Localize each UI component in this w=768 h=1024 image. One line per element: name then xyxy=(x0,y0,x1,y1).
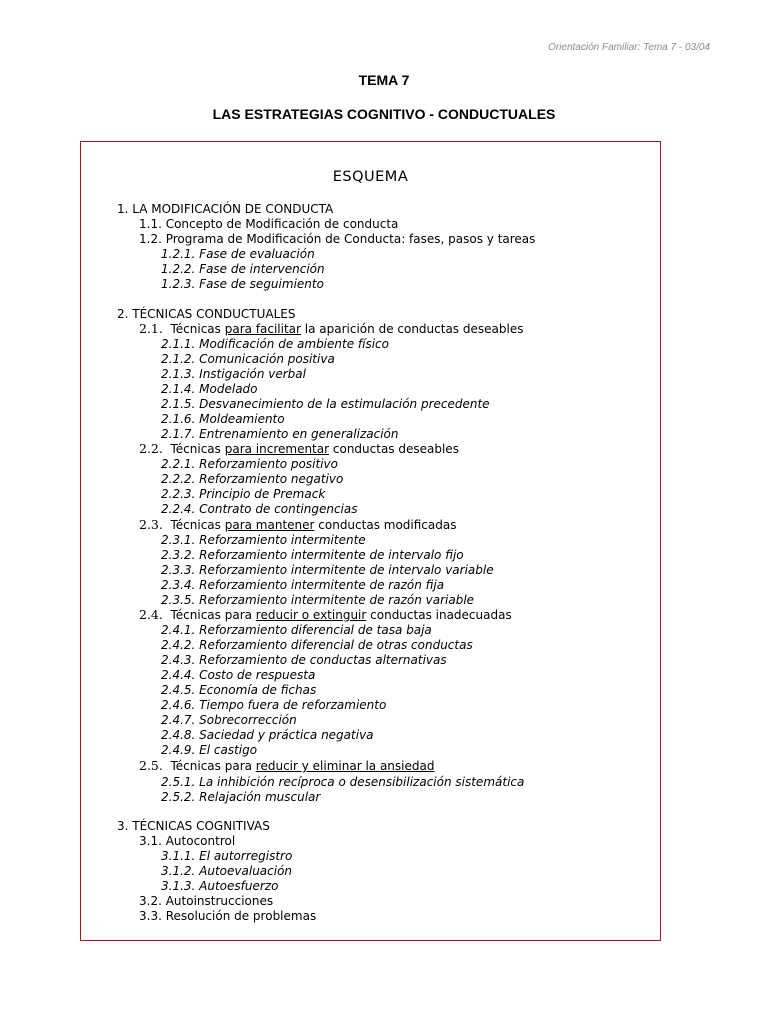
outline-item: 2.4.2. Reforzamiento diferencial de otras conductas xyxy=(161,638,473,652)
outline-item: 1.2. Programa de Modificación de Conducta: fases, pasos y tareas xyxy=(139,232,536,246)
outline-item: 2.3.4. Reforzamiento intermitente de razón fija xyxy=(161,578,445,592)
outline-item: 2.1.1. Modificación de ambiente físico xyxy=(161,337,389,351)
outline-item: 2.4.5. Economía de fichas xyxy=(161,683,317,697)
outline-item: 2. TÉCNICAS CONDUCTUALES xyxy=(117,307,296,321)
outline-item: 1.1. Concepto de Modificación de conducta xyxy=(139,217,399,231)
outline-item: 2.5.2. Relajación muscular xyxy=(161,790,321,804)
outline-item: 2.2.3. Principio de Premack xyxy=(161,487,326,501)
outline-item: 2.1.7. Entrenamiento en generalización xyxy=(161,427,399,441)
item-underlined-text: para facilitar xyxy=(224,322,301,336)
outline-item: 3.3. Resolución de problemas xyxy=(139,909,317,923)
outline-item: 2.1.6. Moldeamiento xyxy=(161,412,285,426)
outline-item: 2.3.1. Reforzamiento intermitente xyxy=(161,533,366,547)
item-number: 2.2. xyxy=(139,441,163,456)
outline-item xyxy=(139,759,434,773)
outline-item: 3. TÉCNICAS COGNITIVAS xyxy=(117,819,270,833)
outline-item: 2.1.3. Instigación verbal xyxy=(161,367,306,381)
outline-item: 2.4.6. Tiempo fuera de reforzamiento xyxy=(161,698,387,712)
outline-item xyxy=(139,608,512,622)
outline-item: 1. LA MODIFICACIÓN DE CONDUCTA xyxy=(117,202,334,216)
item-text: conductas modificadas xyxy=(314,518,457,532)
outline-item: 2.4.3. Reforzamiento de conductas alternativas xyxy=(161,653,447,667)
outline-item: 2.4.4. Costo de respuesta xyxy=(161,668,316,682)
outline-item: 2.4.9. El castigo xyxy=(161,743,258,757)
item-text: la aparición de conductas deseables xyxy=(300,322,524,336)
outline-item: 2.4.7. Sobrecorrección xyxy=(161,713,297,727)
outline-item: 1.2.2. Fase de intervención xyxy=(161,262,325,276)
page-header: Orientación Familiar: Tema 7 - 03/04 xyxy=(548,42,710,53)
item-text: conductas inadecuadas xyxy=(366,608,512,622)
outline-item: 2.4.1. Reforzamiento diferencial de tasa baja xyxy=(161,623,432,637)
outline-item: 2.3.3. Reforzamiento intermitente de intervalo variable xyxy=(161,563,494,577)
outline-item: 2.2.2. Reforzamiento negativo xyxy=(161,472,344,486)
item-text: Técnicas xyxy=(162,442,225,456)
item-underlined-text: para incrementar xyxy=(224,442,330,456)
outline-item: 3.1.1. El autorregistro xyxy=(161,849,293,863)
outline-item xyxy=(139,518,456,532)
item-number: 2.3. xyxy=(139,517,163,532)
outline-item: 2.2.1. Reforzamiento positivo xyxy=(161,457,338,471)
outline-title: ESQUEMA xyxy=(332,169,409,185)
outline-item: 3.1.3. Autoesfuerzo xyxy=(161,879,279,893)
outline-item: 2.2.4. Contrato de contingencias xyxy=(161,502,358,516)
page-title: TEMA 7 xyxy=(358,72,410,88)
item-text: Técnicas xyxy=(162,322,225,336)
outline-item xyxy=(139,322,523,336)
item-underlined-text: reducir o extinguir xyxy=(255,608,367,622)
outline-item: 3.2. Autoinstrucciones xyxy=(139,894,274,908)
item-text: Técnicas para xyxy=(162,759,256,773)
outline-box xyxy=(80,141,661,941)
item-number: 2.4. xyxy=(139,607,163,622)
page-subtitle: LAS ESTRATEGIAS COGNITIVO - CONDUCTUALES xyxy=(212,106,556,122)
outline-item: 1.2.3. Fase de seguimiento xyxy=(161,277,324,291)
outline-item: 2.3.5. Reforzamiento intermitente de razón variable xyxy=(161,593,475,607)
outline-item: 2.4.8. Saciedad y práctica negativa xyxy=(161,728,374,742)
item-number: 2.1. xyxy=(139,321,163,336)
outline-item: 2.3.2. Reforzamiento intermitente de intervalo fijo xyxy=(161,548,464,562)
item-number: 2.5. xyxy=(139,758,163,773)
outline-item: 2.1.4. Modelado xyxy=(161,382,258,396)
item-underlined-text: para mantener xyxy=(224,518,315,532)
outline-item: 1.2.1. Fase de evaluación xyxy=(161,247,315,261)
outline-item: 2.1.5. Desvanecimiento de la estimulación precedente xyxy=(161,397,490,411)
outline-item: 3.1.2. Autoevaluación xyxy=(161,864,293,878)
item-underlined-text: reducir y eliminar la ansiedad xyxy=(255,759,435,773)
outline-item xyxy=(139,442,459,456)
item-text: Técnicas para xyxy=(162,608,256,622)
item-text: Técnicas xyxy=(162,518,225,532)
item-text: conductas deseables xyxy=(329,442,459,456)
outline-item: 2.1.2. Comunicación positiva xyxy=(161,352,335,366)
outline-item: 3.1. Autocontrol xyxy=(139,834,236,848)
outline-item: 2.5.1. La inhibición recíproca o desensibilización sistemática xyxy=(161,775,525,789)
